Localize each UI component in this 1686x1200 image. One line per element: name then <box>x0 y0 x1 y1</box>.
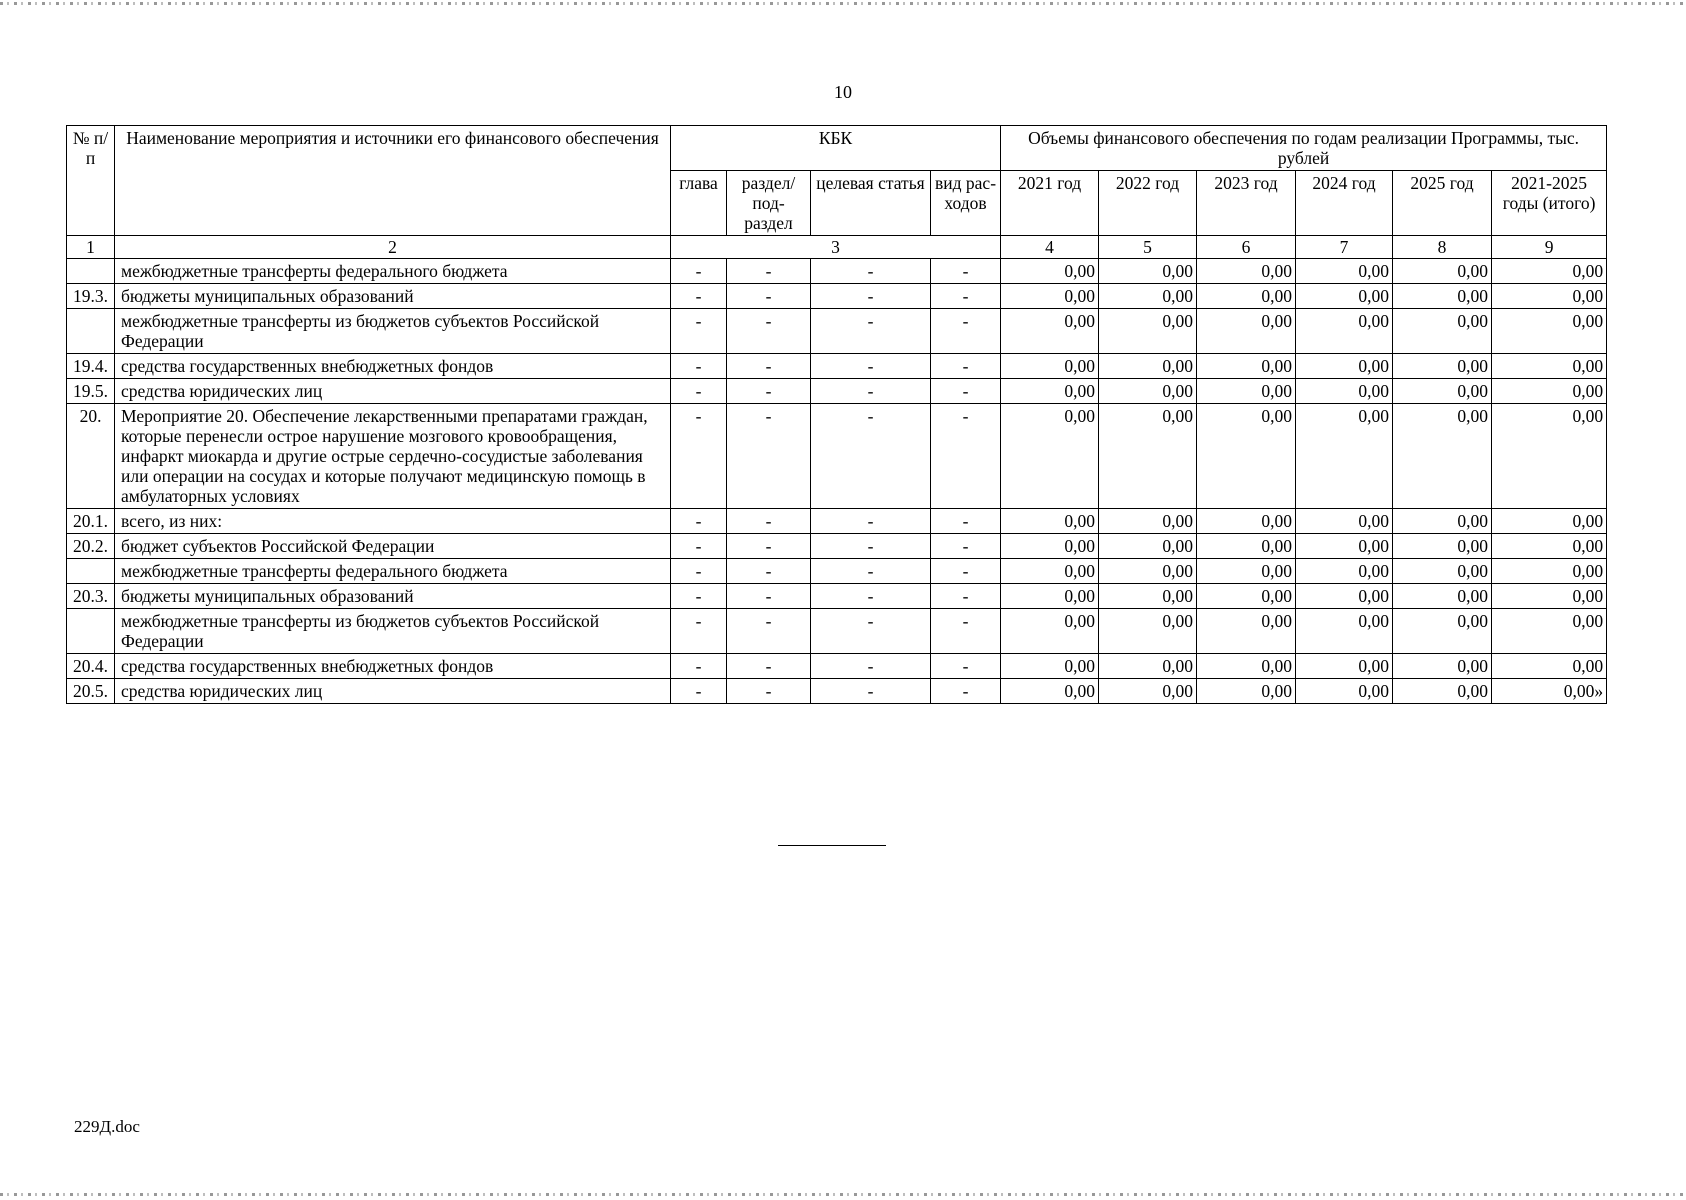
scan-edge-top <box>0 2 1686 5</box>
value-2023: 0,00 <box>1197 379 1296 404</box>
value-2023: 0,00 <box>1197 609 1296 654</box>
value-2022: 0,00 <box>1099 654 1197 679</box>
header-kbk: КБК <box>671 126 1001 171</box>
closing-rule <box>778 845 886 846</box>
kbk-glava-cell: - <box>671 259 727 284</box>
row-name: межбюджетные трансферты федерального бюджета <box>115 559 671 584</box>
value-2025: 0,00 <box>1393 509 1492 534</box>
kbk-celevaya-cell: - <box>811 509 931 534</box>
table-row <box>67 509 1607 534</box>
kbk-razdel-cell: - <box>727 654 811 679</box>
kbk-glava-cell: - <box>671 584 727 609</box>
value-2021: 0,00 <box>1001 309 1099 354</box>
value-2025: 0,00 <box>1393 259 1492 284</box>
header-year-2025: 2025 год <box>1393 171 1492 236</box>
value-2022: 0,00 <box>1099 379 1197 404</box>
value-2023: 0,00 <box>1197 354 1296 379</box>
kbk-razdel-cell: - <box>727 379 811 404</box>
value-total: 0,00 <box>1492 284 1607 309</box>
header-kbk-glava: глава <box>671 171 727 236</box>
kbk-celevaya-cell: - <box>811 534 931 559</box>
header-year-total: 2021-2025 годы (итого) <box>1492 171 1607 236</box>
kbk-celevaya-cell: - <box>811 309 931 354</box>
kbk-celevaya-cell: - <box>811 354 931 379</box>
kbk-razdel-cell: - <box>727 559 811 584</box>
value-2022: 0,00 <box>1099 584 1197 609</box>
kbk-razdel-cell: - <box>727 584 811 609</box>
table-row <box>67 559 1607 584</box>
kbk-glava-cell: - <box>671 379 727 404</box>
header-num: № п/п <box>67 126 115 236</box>
kbk-glava-cell: - <box>671 509 727 534</box>
row-name: средства юридических лиц <box>115 679 671 704</box>
kbk-glava-cell: - <box>671 654 727 679</box>
value-2023: 0,00 <box>1197 509 1296 534</box>
value-2022: 0,00 <box>1099 609 1197 654</box>
table-row <box>67 679 1607 704</box>
value-2021: 0,00 <box>1001 584 1099 609</box>
column-index: 6 <box>1197 236 1296 259</box>
value-2025: 0,00 <box>1393 284 1492 309</box>
kbk-celevaya-cell: - <box>811 559 931 584</box>
row-number: 20.4. <box>67 654 115 679</box>
table-row <box>67 584 1607 609</box>
value-2024: 0,00 <box>1296 559 1393 584</box>
value-2025: 0,00 <box>1393 609 1492 654</box>
value-2025: 0,00 <box>1393 379 1492 404</box>
row-name: межбюджетные трансферты федерального бюджета <box>115 259 671 284</box>
value-total: 0,00 <box>1492 559 1607 584</box>
kbk-vid-cell: - <box>931 654 1001 679</box>
table-row <box>67 609 1607 654</box>
value-total: 0,00 <box>1492 534 1607 559</box>
value-2024: 0,00 <box>1296 534 1393 559</box>
kbk-glava-cell: - <box>671 309 727 354</box>
kbk-razdel-cell: - <box>727 259 811 284</box>
value-2024: 0,00 <box>1296 584 1393 609</box>
row-name: средства государственных внебюджетных фондов <box>115 354 671 379</box>
table-row <box>67 284 1607 309</box>
kbk-razdel-cell: - <box>727 404 811 509</box>
header-row-1 <box>67 126 1607 171</box>
value-2021: 0,00 <box>1001 509 1099 534</box>
kbk-glava-cell: - <box>671 559 727 584</box>
value-2022: 0,00 <box>1099 534 1197 559</box>
value-2022: 0,00 <box>1099 309 1197 354</box>
value-2023: 0,00 <box>1197 259 1296 284</box>
value-total: 0,00 <box>1492 404 1607 509</box>
table-row <box>67 404 1607 509</box>
value-2022: 0,00 <box>1099 354 1197 379</box>
footer-doc-name: 229Д.doc <box>74 1117 140 1136</box>
value-2024: 0,00 <box>1296 509 1393 534</box>
value-2024: 0,00 <box>1296 379 1393 404</box>
value-2022: 0,00 <box>1099 559 1197 584</box>
value-2021: 0,00 <box>1001 354 1099 379</box>
value-2025: 0,00 <box>1393 559 1492 584</box>
value-2021: 0,00 <box>1001 404 1099 509</box>
kbk-celevaya-cell: - <box>811 654 931 679</box>
kbk-vid-cell: - <box>931 584 1001 609</box>
column-index: 3 <box>671 236 1001 259</box>
value-2023: 0,00 <box>1197 654 1296 679</box>
scan-edge-bottom <box>0 1193 1686 1196</box>
value-2024: 0,00 <box>1296 309 1393 354</box>
kbk-glava-cell: - <box>671 354 727 379</box>
kbk-vid-cell: - <box>931 354 1001 379</box>
value-2025: 0,00 <box>1393 309 1492 354</box>
kbk-vid-cell: - <box>931 679 1001 704</box>
kbk-glava-cell: - <box>671 609 727 654</box>
value-2023: 0,00 <box>1197 584 1296 609</box>
kbk-razdel-cell: - <box>727 284 811 309</box>
value-2023: 0,00 <box>1197 404 1296 509</box>
header-year-2022: 2022 год <box>1099 171 1197 236</box>
table-row <box>67 259 1607 284</box>
value-2024: 0,00 <box>1296 259 1393 284</box>
kbk-glava-cell: - <box>671 534 727 559</box>
value-2024: 0,00 <box>1296 679 1393 704</box>
kbk-razdel-cell: - <box>727 509 811 534</box>
table-row <box>67 654 1607 679</box>
value-2023: 0,00 <box>1197 559 1296 584</box>
value-total: 0,00 <box>1492 259 1607 284</box>
value-total: 0,00 <box>1492 379 1607 404</box>
kbk-razdel-cell: - <box>727 534 811 559</box>
kbk-razdel-cell: - <box>727 609 811 654</box>
header-kbk-razdel: раздел/ под- раздел <box>727 171 811 236</box>
column-index: 4 <box>1001 236 1099 259</box>
header-volumes: Объемы финансового обеспечения по годам реализации Программы, тыс. рублей <box>1001 126 1607 171</box>
column-index: 7 <box>1296 236 1393 259</box>
page-number: 10 <box>834 82 852 102</box>
row-number <box>67 259 115 284</box>
table-row <box>67 379 1607 404</box>
value-2023: 0,00 <box>1197 679 1296 704</box>
row-number <box>67 559 115 584</box>
value-2023: 0,00 <box>1197 534 1296 559</box>
row-number: 19.3. <box>67 284 115 309</box>
column-index: 8 <box>1393 236 1492 259</box>
kbk-celevaya-cell: - <box>811 284 931 309</box>
header-kbk-celevaya: целевая статья <box>811 171 931 236</box>
kbk-glava-cell: - <box>671 404 727 509</box>
value-2024: 0,00 <box>1296 654 1393 679</box>
value-2021: 0,00 <box>1001 559 1099 584</box>
value-2024: 0,00 <box>1296 609 1393 654</box>
kbk-vid-cell: - <box>931 259 1001 284</box>
row-number: 20.2. <box>67 534 115 559</box>
value-2021: 0,00 <box>1001 679 1099 704</box>
value-2025: 0,00 <box>1393 679 1492 704</box>
row-number: 20.5. <box>67 679 115 704</box>
row-number: 20.1. <box>67 509 115 534</box>
kbk-celevaya-cell: - <box>811 379 931 404</box>
row-number: 19.5. <box>67 379 115 404</box>
header-year-2021: 2021 год <box>1001 171 1099 236</box>
value-2025: 0,00 <box>1393 354 1492 379</box>
financing-table-container <box>66 125 1606 704</box>
value-2021: 0,00 <box>1001 654 1099 679</box>
value-2021: 0,00 <box>1001 379 1099 404</box>
row-number <box>67 309 115 354</box>
row-name: межбюджетные трансферты из бюджетов субъектов Российской Федерации <box>115 309 671 354</box>
column-index: 9 <box>1492 236 1607 259</box>
column-index-row <box>67 236 1607 259</box>
column-index: 1 <box>67 236 115 259</box>
table-row <box>67 354 1607 379</box>
kbk-vid-cell: - <box>931 509 1001 534</box>
value-2023: 0,00 <box>1197 309 1296 354</box>
value-total: 0,00 <box>1492 584 1607 609</box>
row-name: бюджеты муниципальных образований <box>115 584 671 609</box>
kbk-glava-cell: - <box>671 284 727 309</box>
kbk-razdel-cell: - <box>727 354 811 379</box>
value-total: 0,00 <box>1492 609 1607 654</box>
value-2021: 0,00 <box>1001 534 1099 559</box>
value-2022: 0,00 <box>1099 259 1197 284</box>
kbk-vid-cell: - <box>931 309 1001 354</box>
table-body <box>67 259 1607 704</box>
kbk-razdel-cell: - <box>727 679 811 704</box>
kbk-vid-cell: - <box>931 609 1001 654</box>
value-2023: 0,00 <box>1197 284 1296 309</box>
financing-table <box>66 125 1607 704</box>
value-2022: 0,00 <box>1099 509 1197 534</box>
kbk-vid-cell: - <box>931 404 1001 509</box>
value-total: 0,00» <box>1492 679 1607 704</box>
kbk-celevaya-cell: - <box>811 259 931 284</box>
value-2021: 0,00 <box>1001 259 1099 284</box>
kbk-celevaya-cell: - <box>811 584 931 609</box>
value-total: 0,00 <box>1492 654 1607 679</box>
value-2025: 0,00 <box>1393 584 1492 609</box>
header-kbk-vid: вид рас- ходов <box>931 171 1001 236</box>
value-2025: 0,00 <box>1393 654 1492 679</box>
value-2025: 0,00 <box>1393 404 1492 509</box>
row-name: бюджет субъектов Российской Федерации <box>115 534 671 559</box>
value-2021: 0,00 <box>1001 284 1099 309</box>
value-2022: 0,00 <box>1099 404 1197 509</box>
value-2022: 0,00 <box>1099 679 1197 704</box>
value-2024: 0,00 <box>1296 284 1393 309</box>
header-year-2023: 2023 год <box>1197 171 1296 236</box>
value-2022: 0,00 <box>1099 284 1197 309</box>
kbk-glava-cell: - <box>671 679 727 704</box>
table-row <box>67 309 1607 354</box>
row-name: средства государственных внебюджетных фондов <box>115 654 671 679</box>
value-2024: 0,00 <box>1296 354 1393 379</box>
row-name: бюджеты муниципальных образований <box>115 284 671 309</box>
row-name: всего, из них: <box>115 509 671 534</box>
value-2021: 0,00 <box>1001 609 1099 654</box>
row-name: межбюджетные трансферты из бюджетов субъектов Российской Федерации <box>115 609 671 654</box>
row-number: 20. <box>67 404 115 509</box>
value-total: 0,00 <box>1492 509 1607 534</box>
kbk-vid-cell: - <box>931 284 1001 309</box>
row-number: 19.4. <box>67 354 115 379</box>
value-2025: 0,00 <box>1393 534 1492 559</box>
kbk-vid-cell: - <box>931 379 1001 404</box>
header-name: Наименование мероприятия и источники его финансового обеспечения <box>115 126 671 236</box>
column-index: 2 <box>115 236 671 259</box>
row-name: Мероприятие 20. Обеспечение лекарственными препаратами граждан, которые перенесли острое нарушение мозгового кровообращения, инфаркт миокарда и другие острые сердечно-сосудистые заболевания или операции на сосудах и которые получают медицинскую помощь в амбулаторных условиях <box>115 404 671 509</box>
column-index: 5 <box>1099 236 1197 259</box>
value-total: 0,00 <box>1492 354 1607 379</box>
value-2024: 0,00 <box>1296 404 1393 509</box>
row-number <box>67 609 115 654</box>
kbk-vid-cell: - <box>931 534 1001 559</box>
table-row <box>67 534 1607 559</box>
row-number: 20.3. <box>67 584 115 609</box>
value-total: 0,00 <box>1492 309 1607 354</box>
header-year-2024: 2024 год <box>1296 171 1393 236</box>
kbk-vid-cell: - <box>931 559 1001 584</box>
kbk-celevaya-cell: - <box>811 404 931 509</box>
kbk-celevaya-cell: - <box>811 609 931 654</box>
kbk-celevaya-cell: - <box>811 679 931 704</box>
kbk-razdel-cell: - <box>727 309 811 354</box>
row-name: средства юридических лиц <box>115 379 671 404</box>
